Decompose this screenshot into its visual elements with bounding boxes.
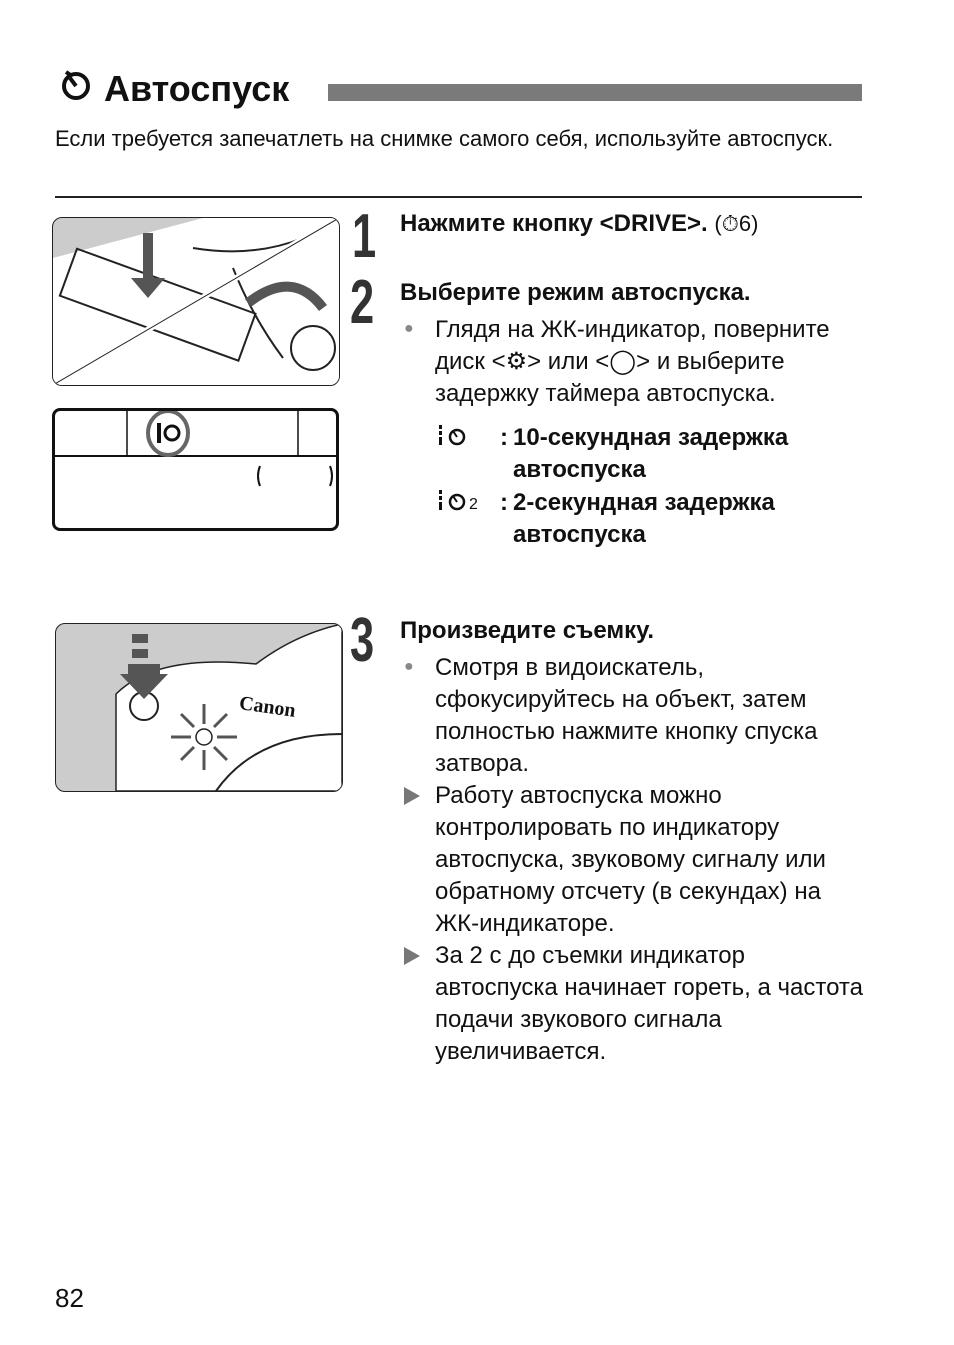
step-title: Нажмите кнопку <DRIVE>. (⏱6)	[400, 210, 759, 237]
title-rule	[328, 84, 862, 101]
page-title: Автоспуск	[58, 66, 289, 111]
page-reference: (⏱6)	[714, 211, 759, 236]
self-timer-icon	[58, 66, 94, 111]
page-number: 82	[55, 1283, 84, 1313]
step-number: 2	[350, 268, 375, 337]
divider	[55, 196, 862, 198]
brand-logo: Canon	[237, 692, 298, 722]
step-title: Выберите режим автоспуска.	[400, 279, 751, 306]
camera-top-illustration	[52, 217, 340, 386]
bullet-dot-icon: ●	[404, 658, 414, 675]
bullet-dot-icon: ●	[404, 320, 414, 337]
shutter-press-illustration	[55, 623, 343, 792]
step-text: Смотря в видоискатель, сфокусируйтесь на объект, затем полностью нажмите кнопку спуска затвора.	[435, 654, 818, 777]
lcd-panel-illustration	[52, 408, 339, 531]
option-text: 2-секундная задержка автоспуска	[513, 489, 775, 548]
step-number: 1	[352, 202, 377, 271]
step-title: Произведите съемку.	[400, 617, 655, 644]
step-text: Работу автоспуска можно контролировать по индикатору автоспуска, звуковому сигналу или обратному отсчету (в секундах) на ЖК-индикаторе.	[435, 782, 826, 937]
self-timer-10s-icon	[437, 422, 469, 457]
result-arrow-icon	[404, 787, 420, 805]
option-colon: :	[500, 424, 508, 451]
self-timer-2s-icon: 2	[437, 487, 478, 513]
step-text: За 2 с до съемки индикатор автоспуска начинает гореть, а частота подачи звукового сигнала увеличивается.	[435, 942, 863, 1065]
result-arrow-icon	[404, 947, 420, 965]
step-number: 3	[350, 606, 375, 675]
option-colon: :	[500, 489, 508, 516]
intro-text: Если требуется запечатлеть на снимке самого себя, используйте автоспуск.	[55, 126, 834, 151]
option-text: 10-секундная задержка автоспуска	[513, 424, 789, 483]
step-text: Глядя на ЖК-индикатор, поверните диск <⚙> или <◯> и выберите задержку таймера автоспуска.	[435, 316, 830, 407]
